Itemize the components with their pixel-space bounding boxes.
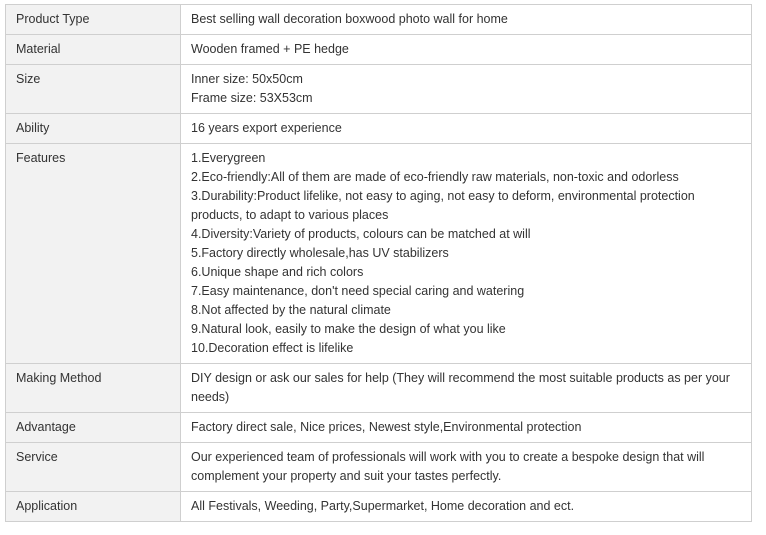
spec-label: Service xyxy=(6,443,181,492)
spec-value-line: Wooden framed + PE hedge xyxy=(191,42,349,56)
spec-value-line: Best selling wall decoration boxwood photo wall for home xyxy=(191,12,508,26)
spec-value-line: All Festivals, Weeding, Party,Supermarket, Home decoration and ect. xyxy=(191,499,575,513)
spec-value-line: 1.Everygreen xyxy=(191,151,266,165)
spec-value-line: 7.Easy maintenance, don't need special caring and watering xyxy=(191,284,525,298)
spec-value xyxy=(181,413,752,443)
spec-label: Product Type xyxy=(6,5,181,35)
spec-value-line: 5.Factory directly wholesale,has UV stabilizers xyxy=(191,246,449,260)
spec-label: Advantage xyxy=(6,413,181,443)
spec-value-line: 4.Diversity:Variety of products, colours can be matched at will xyxy=(191,227,531,241)
spec-value-line: Our experienced team of professionals will work with you to create a bespoke design that will complement your property and suit your tastes perfectly. xyxy=(191,450,705,483)
spec-table-body xyxy=(6,5,752,522)
spec-label: Size xyxy=(6,65,181,114)
spec-value-line: 10.Decoration effect is lifelike xyxy=(191,341,354,355)
spec-value-line: DIY design or ask our sales for help (They will recommend the most suitable products as per your needs) xyxy=(191,371,730,404)
spec-value-line: Factory direct sale, Nice prices, Newest style,Environmental protection xyxy=(191,420,582,434)
spec-label: Features xyxy=(6,144,181,364)
spec-row xyxy=(6,443,752,492)
spec-row xyxy=(6,364,752,413)
spec-value-line: 3.Durability:Product lifelike, not easy to aging, not easy to deform, environmental protection products, to adapt to various places xyxy=(191,189,695,222)
product-spec-table xyxy=(5,4,752,522)
spec-label: Material xyxy=(6,35,181,65)
spec-row xyxy=(6,492,752,522)
spec-label: Application xyxy=(6,492,181,522)
spec-value-line: Inner size: 50x50cm xyxy=(191,72,303,86)
spec-value xyxy=(181,443,752,492)
spec-row xyxy=(6,35,752,65)
spec-row xyxy=(6,65,752,114)
spec-value-line: 16 years export experience xyxy=(191,121,342,135)
spec-label: Ability xyxy=(6,114,181,144)
spec-row xyxy=(6,114,752,144)
spec-value xyxy=(181,144,752,364)
spec-row xyxy=(6,144,752,364)
spec-value xyxy=(181,364,752,413)
spec-value xyxy=(181,35,752,65)
spec-value xyxy=(181,114,752,144)
spec-value-line: Frame size: 53X53cm xyxy=(191,91,313,105)
spec-row xyxy=(6,413,752,443)
spec-value xyxy=(181,65,752,114)
spec-value xyxy=(181,492,752,522)
spec-value-line: 2.Eco-friendly:All of them are made of eco-friendly raw materials, non-toxic and odorless xyxy=(191,170,679,184)
spec-row xyxy=(6,5,752,35)
spec-label: Making Method xyxy=(6,364,181,413)
spec-value xyxy=(181,5,752,35)
spec-value-line: 9.Natural look, easily to make the design of what you like xyxy=(191,322,506,336)
spec-value-line: 8.Not affected by the natural climate xyxy=(191,303,391,317)
spec-value-line: 6.Unique shape and rich colors xyxy=(191,265,364,279)
